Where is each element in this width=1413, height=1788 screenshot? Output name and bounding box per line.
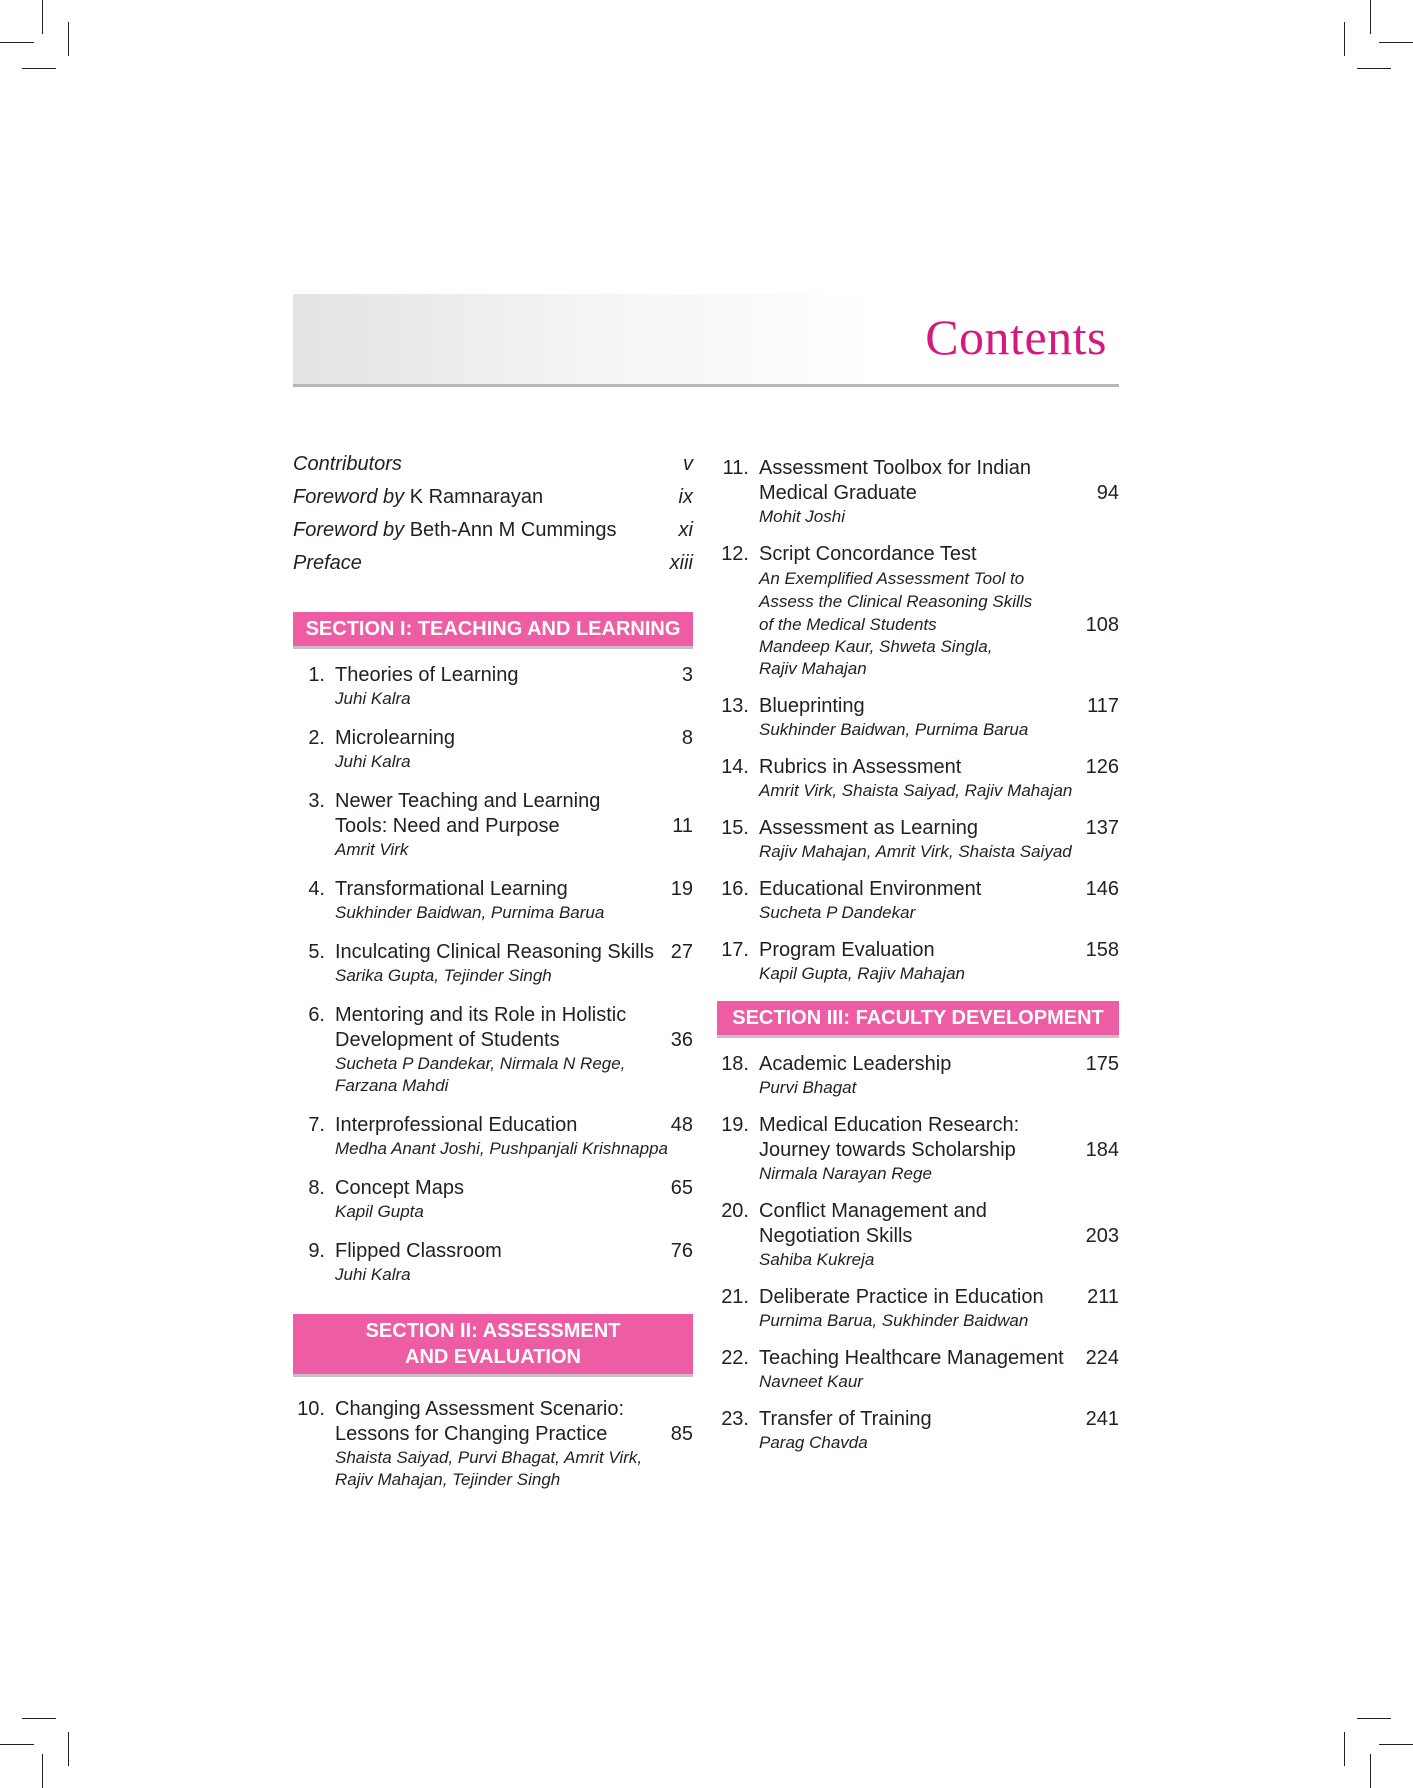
- chapter-number: 5.: [308, 941, 325, 963]
- page-number: xiii: [669, 552, 693, 574]
- chapter-authors: Purvi Bhagat: [759, 1078, 857, 1097]
- crop-mark: [1357, 68, 1391, 69]
- front-matter-item[interactable]: [293, 485, 693, 518]
- chapter-title: Assessment Toolbox for Indian Medical Graduate: [759, 457, 1032, 504]
- toc-right-column: [717, 456, 1119, 1454]
- chapter-number: 22.: [721, 1347, 749, 1369]
- front-matter-name: Beth-Ann M Cummings: [404, 519, 617, 541]
- toc-entry[interactable]: [293, 1239, 693, 1286]
- chapter-title: Mentoring and its Role in Holistic Development of Students: [335, 1004, 627, 1051]
- front-matter-item[interactable]: [293, 452, 693, 485]
- chapter-title: Microlearning: [335, 727, 456, 749]
- page-number: 94: [1096, 482, 1119, 504]
- chapter-number: 23.: [721, 1408, 749, 1430]
- toc-entry[interactable]: [717, 1199, 1119, 1271]
- front-matter-item[interactable]: [293, 551, 693, 584]
- front-matter-label: Preface: [293, 552, 362, 574]
- toc-entry[interactable]: [717, 755, 1119, 802]
- page-number: ix: [678, 486, 693, 508]
- section-heading-1: SECTION I: TEACHING AND LEARNING: [293, 612, 693, 649]
- chapter-authors: Sarika Gupta, Tejinder Singh: [335, 966, 552, 985]
- crop-mark: [22, 1718, 56, 1719]
- front-matter-item[interactable]: [293, 518, 693, 551]
- page-number: 85: [670, 1423, 693, 1445]
- chapter-authors: Purnima Barua, Sukhinder Baidwan: [759, 1311, 1029, 1330]
- chapter-title: Deliberate Practice in Education: [759, 1286, 1044, 1308]
- toc-entry[interactable]: [717, 1407, 1119, 1454]
- page-number: 108: [1085, 614, 1119, 636]
- chapter-authors: Sucheta P Dandekar, Nirmala N Rege, Farzana Mahdi: [335, 1054, 626, 1095]
- chapter-authors: Amrit Virk: [335, 840, 409, 859]
- crop-mark: [1379, 42, 1413, 43]
- toc-entry[interactable]: [717, 542, 1119, 680]
- toc-entry[interactable]: [293, 1176, 693, 1223]
- chapter-title: Blueprinting: [759, 695, 865, 717]
- chapter-title: Teaching Healthcare Management: [759, 1347, 1064, 1369]
- page-number: 184: [1085, 1139, 1119, 1161]
- front-matter-label: Contributors: [293, 453, 402, 475]
- chapter-authors: Juhi Kalra: [335, 752, 411, 771]
- toc-entry[interactable]: [293, 663, 693, 710]
- toc-entry[interactable]: [293, 1003, 693, 1097]
- toc-entry[interactable]: [293, 1397, 693, 1491]
- chapter-authors: Navneet Kaur: [759, 1372, 863, 1391]
- chapter-title: Educational Environment: [759, 878, 982, 900]
- crop-mark: [1344, 1732, 1345, 1766]
- chapter-authors: Parag Chavda: [759, 1433, 868, 1452]
- page-number: 137: [1085, 817, 1119, 839]
- page-number: 224: [1085, 1347, 1119, 1369]
- toc-entry[interactable]: [717, 694, 1119, 741]
- chapter-authors: Nirmala Narayan Rege: [759, 1164, 932, 1183]
- crop-mark: [0, 42, 34, 43]
- chapter-title: Assessment as Learning: [759, 817, 979, 839]
- page-number: 158: [1085, 939, 1119, 961]
- chapter-authors: Kapil Gupta, Rajiv Mahajan: [759, 964, 966, 983]
- page-number: xi: [678, 519, 693, 541]
- chapter-authors: Amrit Virk, Shaista Saiyad, Rajiv Mahajan: [759, 781, 1073, 800]
- toc-entry[interactable]: [717, 877, 1119, 924]
- crop-mark: [22, 68, 56, 69]
- page-number: 11: [672, 815, 693, 837]
- toc-entry[interactable]: [717, 456, 1119, 528]
- chapter-number: 13.: [721, 695, 749, 717]
- page-number: v: [683, 453, 693, 475]
- chapter-number: 3.: [308, 790, 325, 812]
- chapter-title: Theories of Learning: [335, 664, 519, 686]
- chapter-title: Flipped Classroom: [335, 1240, 502, 1262]
- toc-entry[interactable]: [293, 726, 693, 773]
- toc-entry[interactable]: [293, 1113, 693, 1160]
- chapter-number: 19.: [721, 1114, 749, 1136]
- chapter-title: Script Concordance Test: [759, 543, 977, 565]
- chapter-authors: Juhi Kalra: [335, 1265, 411, 1284]
- toc-entry[interactable]: [717, 1052, 1119, 1099]
- chapter-number: 8.: [308, 1177, 325, 1199]
- crop-mark: [1344, 22, 1345, 56]
- chapter-number: 2.: [308, 727, 325, 749]
- page-number: 211: [1087, 1286, 1119, 1308]
- chapter-subtitle: An Exemplified Assessment Tool to Assess the Clinical Reasoning Skills of the Medical Students: [759, 569, 1033, 634]
- chapter-authors: Medha Anant Joshi, Pushpanjali Krishnappa: [335, 1139, 668, 1158]
- toc-entry[interactable]: [717, 938, 1119, 985]
- chapter-authors: Sucheta P Dandekar: [759, 903, 916, 922]
- toc-entry[interactable]: [717, 1113, 1119, 1185]
- page-number: 19: [670, 878, 693, 900]
- front-matter-label: Foreword by: [293, 519, 405, 541]
- chapter-authors: Rajiv Mahajan, Amrit Virk, Shaista Saiyad: [759, 842, 1072, 861]
- chapter-title: Rubrics in Assessment: [759, 756, 962, 778]
- chapter-title: Interprofessional Education: [335, 1114, 578, 1136]
- crop-mark: [0, 1744, 34, 1745]
- page-number: 175: [1085, 1053, 1119, 1075]
- contents-banner: [293, 294, 1119, 387]
- chapter-title: Program Evaluation: [759, 939, 935, 961]
- chapter-number: 17.: [721, 939, 749, 961]
- chapter-authors: Sahiba Kukreja: [759, 1250, 875, 1269]
- crop-mark: [1357, 1718, 1391, 1719]
- chapter-authors: Sukhinder Baidwan, Purnima Barua: [335, 903, 605, 922]
- chapter-number: 12.: [721, 543, 749, 565]
- page-number: 126: [1085, 756, 1119, 778]
- chapter-authors: Shaista Saiyad, Purvi Bhagat, Amrit Virk, Rajiv Mahajan, Tejinder Singh: [335, 1448, 643, 1489]
- chapter-number: 9.: [308, 1240, 325, 1262]
- page-number: 3: [681, 664, 693, 686]
- crop-mark: [68, 22, 69, 56]
- front-matter-label: Foreword by: [293, 486, 405, 508]
- crop-mark: [1370, 0, 1371, 34]
- chapter-number: 10.: [297, 1398, 325, 1420]
- page-number: 48: [670, 1114, 693, 1136]
- crop-mark: [68, 1732, 69, 1766]
- page-title: Contents: [925, 309, 1107, 365]
- chapter-title: Conflict Management and Negotiation Skills: [759, 1200, 987, 1247]
- chapter-title: Transformational Learning: [335, 878, 568, 900]
- crop-mark: [42, 0, 43, 34]
- front-matter-name: K Ramnarayan: [404, 486, 544, 508]
- toc-left-column: [293, 452, 693, 1491]
- page-number: 146: [1085, 878, 1119, 900]
- toc-entry[interactable]: [293, 877, 693, 924]
- page-number: 27: [670, 941, 693, 963]
- toc-entry[interactable]: [717, 1346, 1119, 1393]
- chapter-title: Medical Education Research: Journey towards Scholarship: [759, 1114, 1020, 1161]
- page-number: 117: [1087, 695, 1119, 717]
- page-number: 8: [681, 727, 693, 749]
- chapter-number: 20.: [721, 1200, 749, 1222]
- chapter-number: 21.: [721, 1286, 749, 1308]
- chapter-title: Concept Maps: [335, 1177, 464, 1199]
- chapter-authors: Sukhinder Baidwan, Purnima Barua: [759, 720, 1029, 739]
- toc-entry[interactable]: [293, 789, 693, 861]
- toc-entry[interactable]: [293, 940, 693, 987]
- page-number: 36: [670, 1029, 693, 1051]
- chapter-authors: Mohit Joshi: [759, 507, 845, 526]
- crop-mark: [1370, 1754, 1371, 1788]
- page-number: 76: [670, 1240, 693, 1262]
- section-heading-2: SECTION II: ASSESSMENT AND EVALUATION: [293, 1314, 693, 1377]
- crop-mark: [42, 1754, 43, 1788]
- chapter-number: 6.: [308, 1004, 325, 1026]
- chapter-number: 11.: [722, 457, 749, 479]
- page-number: 65: [670, 1177, 693, 1199]
- chapter-authors: Mandeep Kaur, Shweta Singla, Rajiv Mahajan: [759, 637, 993, 678]
- page-number: 203: [1085, 1225, 1119, 1247]
- toc-entry[interactable]: [717, 1285, 1119, 1332]
- chapter-title: Academic Leadership: [759, 1053, 952, 1075]
- chapter-number: 1.: [308, 664, 325, 686]
- chapter-authors: Kapil Gupta: [335, 1202, 424, 1221]
- chapter-number: 14.: [721, 756, 749, 778]
- toc-entry[interactable]: [717, 816, 1119, 863]
- chapter-title: Transfer of Training: [759, 1408, 932, 1430]
- chapter-authors: Juhi Kalra: [335, 689, 411, 708]
- crop-mark: [1379, 1744, 1413, 1745]
- page-number: 241: [1085, 1408, 1119, 1430]
- chapter-number: 7.: [308, 1114, 325, 1136]
- chapter-number: 15.: [721, 817, 749, 839]
- chapter-number: 4.: [308, 878, 325, 900]
- chapter-title: Changing Assessment Scenario: Lessons for Changing Practice: [335, 1398, 625, 1445]
- chapter-number: 16.: [721, 878, 749, 900]
- chapter-title: Newer Teaching and Learning Tools: Need and Purpose: [335, 790, 601, 837]
- chapter-number: 18.: [721, 1053, 749, 1075]
- section-heading-3: SECTION III: FACULTY DEVELOPMENT: [717, 1001, 1119, 1038]
- chapter-title: Inculcating Clinical Reasoning Skills: [335, 941, 655, 963]
